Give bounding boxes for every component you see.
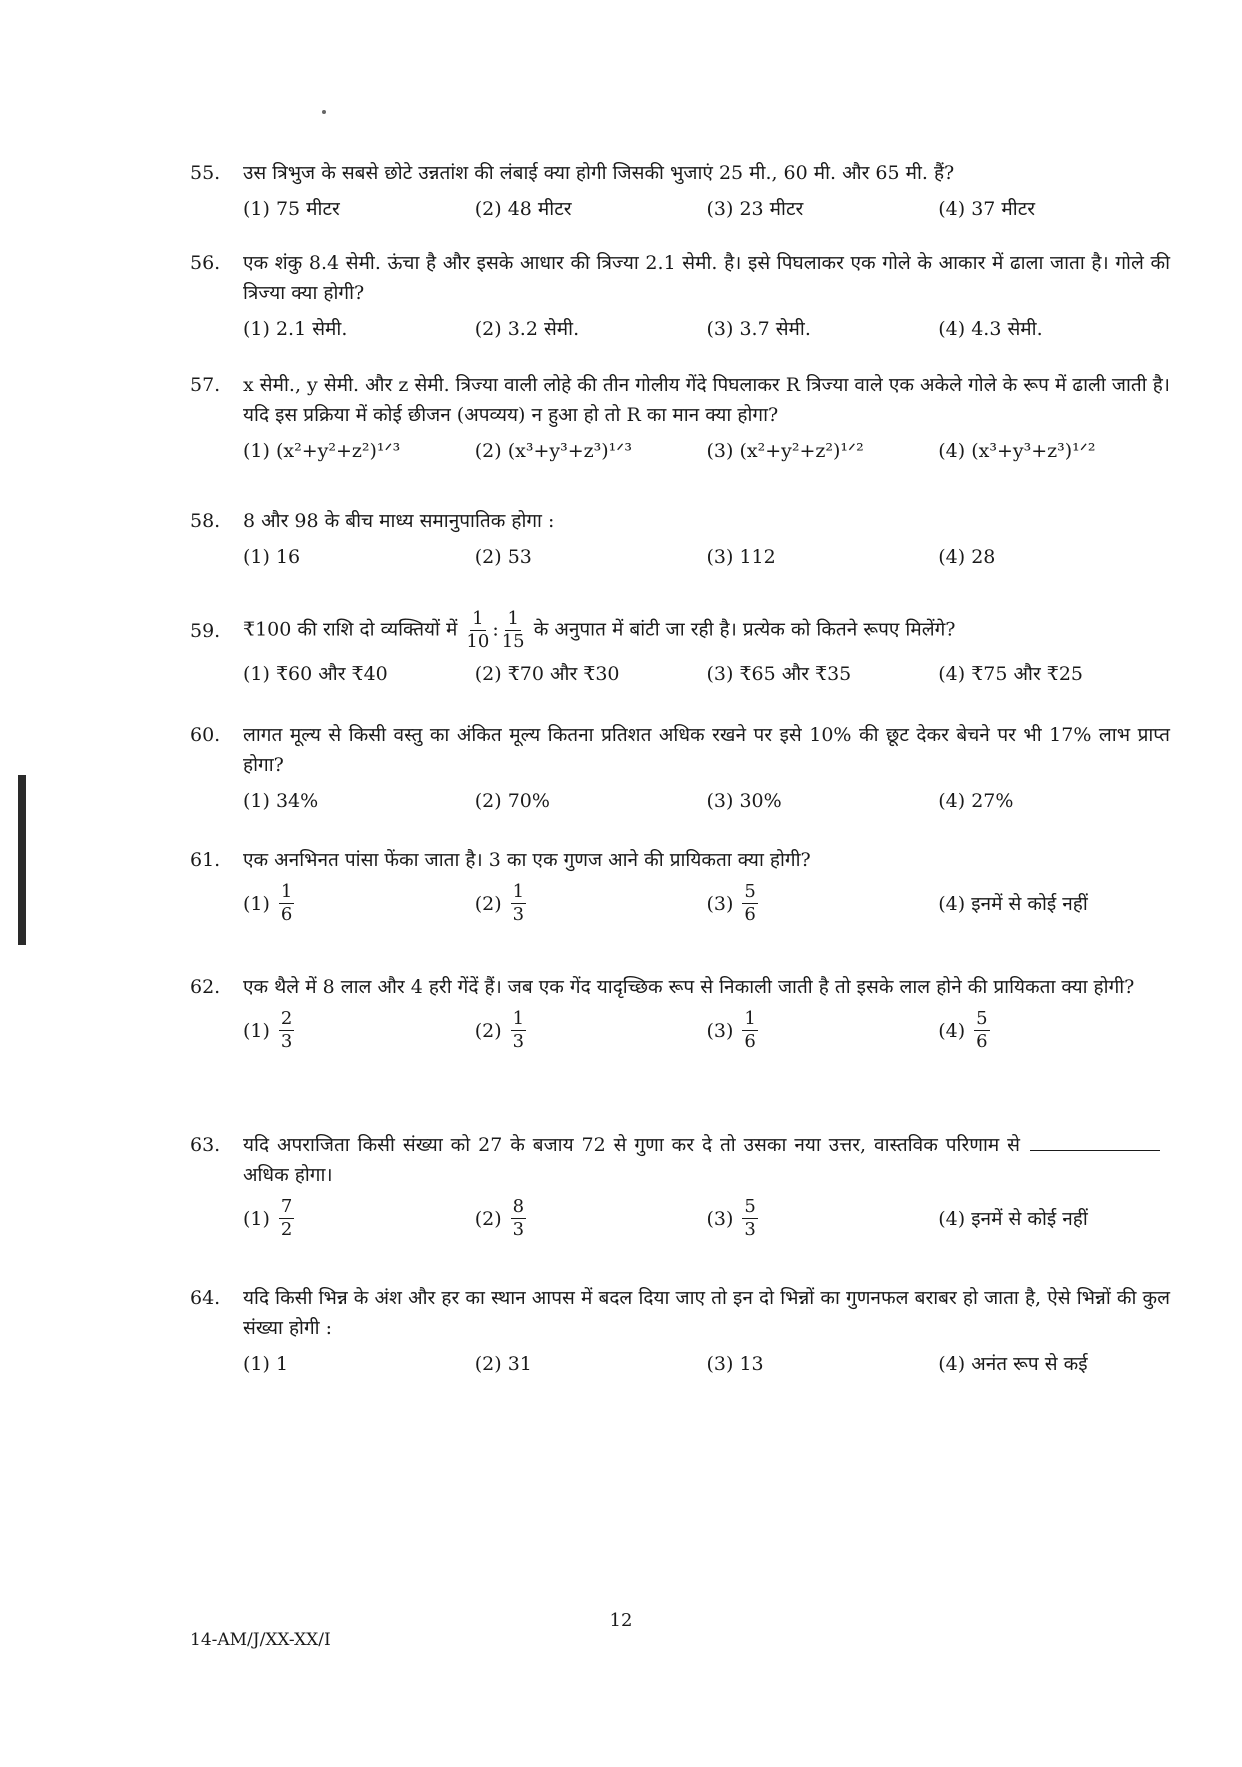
option-fraction: $\frac{1}{3}$ <box>512 1008 525 1052</box>
option-3: (3) 30% <box>706 790 782 812</box>
option-4: (4) 28 <box>938 546 996 568</box>
option-4: (4) 37 मीटर <box>938 198 1036 220</box>
answer-blank <box>1030 1132 1160 1151</box>
question-text-part-a: यदि अपराजिता किसी संख्या को 27 के बजाय 72 से गुणा कर दे तो उसका नया उत्तर, वास्तविक परिणाम से <box>243 1134 1020 1156</box>
option-3: (3) 13 <box>706 1353 764 1375</box>
question-text <box>243 608 1170 653</box>
option-1: (1) $\frac{2}{3}$ <box>243 1008 293 1052</box>
option-4: (4) (x³+y³+z³)¹ᐟ² <box>938 440 1096 462</box>
option-2: (2) $\frac{1}{3}$ <box>474 1008 525 1052</box>
option-fraction: $\frac{1}{6}$ <box>744 1008 756 1052</box>
question-number: 64. <box>190 1287 221 1309</box>
question-number: 63. <box>190 1134 221 1156</box>
question-text-part-b: अधिक होगा। <box>243 1164 333 1186</box>
option-fraction: $\frac{1}{6}$ <box>280 881 293 925</box>
option-4: (4) $\frac{5}{6}$ <box>938 1008 988 1052</box>
option-4: (4) इनमें से कोई नहीं <box>938 892 1088 915</box>
question-text: एक थैले में 8 लाल और 4 हरी गेंदें हैं। जब एक गेंद यादृच्छिक रूप से निकाली जाती है तो इसके लाल होने की प्रायिकता क्या होगी? <box>243 976 1135 998</box>
question-62 <box>190 972 1170 1053</box>
ratio-fraction-1: $\frac{1}{10}$ <box>466 608 490 652</box>
option-4: (4) 27% <box>938 790 1014 812</box>
question-number: 55. <box>190 162 221 184</box>
question-text-part-a: ₹100 की राशि दो व्यक्तियों में <box>243 618 458 641</box>
option-2: (2) 31 <box>474 1353 532 1375</box>
option-fraction: $\frac{5}{6}$ <box>976 1008 988 1052</box>
question-text: यदि किसी भिन्न के अंश और हर का स्थान आपस में बदल दिया जाए तो इन दो भिन्नों का गुणनफल बराबर हो जाता है, ऐसे भिन्नों की कुल संख्या होगी : <box>243 1287 1170 1339</box>
option-fraction: $\frac{8}{3}$ <box>512 1196 525 1240</box>
option-2: (2) 53 <box>474 546 532 568</box>
option-1: (1) 16 <box>243 546 301 568</box>
option-1: (1) 2.1 सेमी. <box>243 318 348 340</box>
question-text: लागत मूल्य से किसी वस्तु का अंकित मूल्य कितना प्रतिशत अधिक रखने पर इसे 10% की छूट देकर बेचने पर भी 17% लाभ प्राप्त होगा? <box>243 724 1170 776</box>
option-2: (2) $\frac{8}{3}$ <box>474 1196 525 1240</box>
option-2: (2) $\frac{1}{3}$ <box>474 881 525 925</box>
option-3: (3) 3.7 सेमी. <box>706 318 811 340</box>
question-56 <box>190 248 1170 344</box>
question-number: 58. <box>190 510 221 532</box>
option-3: (3) $\frac{1}{6}$ <box>706 1008 756 1052</box>
question-text <box>243 1130 1170 1190</box>
question-61 <box>190 845 1170 926</box>
page-number: 12 <box>609 1610 633 1631</box>
question-text: 8 और 98 के बीच माध्य समानुपातिक होगा : <box>243 510 555 532</box>
question-text: एक शंकु 8.4 सेमी. ऊंचा है और इसके आधार की त्रिज्या 2.1 सेमी. है। इसे पिघलाकर एक गोले के आकार में ढाला जाता है। गोले की त्रिज्या क्या होगी? <box>243 252 1170 304</box>
question-number: 59. <box>190 619 221 642</box>
question-number: 60. <box>190 724 221 746</box>
option-fraction: $\frac{5}{3}$ <box>744 1196 756 1240</box>
option-3: (3) 23 मीटर <box>706 198 804 220</box>
option-4: (4) ₹75 और ₹25 <box>938 663 1084 685</box>
option-3: (3) ₹65 और ₹35 <box>706 663 852 685</box>
option-1: (1) ₹60 और ₹40 <box>243 663 388 685</box>
question-text: x सेमी., y सेमी. और z सेमी. त्रिज्या वाली लोहे की तीन गोलीय गेंदे पिघलाकर R त्रिज्या वाले एक अकेले गोले के रूप में ढाली जाती है। यदि इस प्रक्रिया में कोई छीजन (अपव्यय) न हुआ हो तो R का मान क्या होगा? <box>243 374 1170 426</box>
option-4: (4) इनमें से कोई नहीं <box>938 1207 1088 1230</box>
question-64 <box>190 1283 1170 1379</box>
option-3: (3) $\frac{5}{3}$ <box>706 1196 756 1240</box>
option-1: (1) 34% <box>243 790 319 812</box>
question-63 <box>190 1130 1170 1241</box>
option-1: (1) $\frac{7}{2}$ <box>243 1196 293 1240</box>
ratio-separator: : <box>492 618 499 641</box>
paper-code: 14-AM/J/XX-XX/I <box>190 1630 331 1650</box>
option-fraction: $\frac{7}{2}$ <box>280 1196 293 1240</box>
question-number: 56. <box>190 252 221 274</box>
question-59 <box>190 608 1170 689</box>
option-2: (2) 48 मीटर <box>474 198 572 220</box>
option-3: (3) 112 <box>706 546 776 568</box>
option-3: (3) $\frac{5}{6}$ <box>706 881 756 925</box>
ratio-fraction-2: $\frac{1}{15}$ <box>501 608 525 652</box>
question-60 <box>190 720 1170 816</box>
question-57 <box>190 370 1170 466</box>
option-4: (4) 4.3 सेमी. <box>938 318 1043 340</box>
option-3: (3) (x²+y²+z²)¹ᐟ² <box>706 440 864 462</box>
question-text: एक अनभिनत पांसा फेंका जाता है। 3 का एक गुणज आने की प्रायिकता क्या होगी? <box>243 849 811 871</box>
question-number: 62. <box>190 976 221 998</box>
question-55 <box>190 158 1170 224</box>
question-text-part-b: के अनुपात में बांटी जा रही है। प्रत्येक को कितने रूपए मिलेंगे? <box>533 618 956 641</box>
option-1: (1) 75 मीटर <box>243 198 340 220</box>
question-58 <box>190 506 1170 572</box>
scan-speck <box>322 110 326 114</box>
option-1: (1) (x²+y²+z²)¹ᐟ³ <box>243 440 401 462</box>
option-2: (2) 70% <box>474 790 550 812</box>
scan-edge-mark <box>18 775 26 945</box>
option-2: (2) ₹70 और ₹30 <box>474 663 620 685</box>
question-number: 57. <box>190 374 221 396</box>
option-fraction: $\frac{2}{3}$ <box>280 1008 293 1052</box>
option-1: (1) 1 <box>243 1353 289 1375</box>
option-fraction: $\frac{1}{3}$ <box>512 881 525 925</box>
option-fraction: $\frac{5}{6}$ <box>744 881 756 925</box>
question-number: 61. <box>190 849 221 871</box>
option-1: (1) $\frac{1}{6}$ <box>243 881 293 925</box>
option-2: (2) 3.2 सेमी. <box>474 318 580 340</box>
question-text: उस त्रिभुज के सबसे छोटे उन्नतांश की लंबाई क्या होगी जिसकी भुजाएं 25 मी., 60 मी. और 65 मी. हैं? <box>243 162 955 184</box>
option-4: (4) अनंत रूप से कई <box>938 1353 1088 1375</box>
option-2: (2) (x³+y³+z³)¹ᐟ³ <box>474 440 632 462</box>
